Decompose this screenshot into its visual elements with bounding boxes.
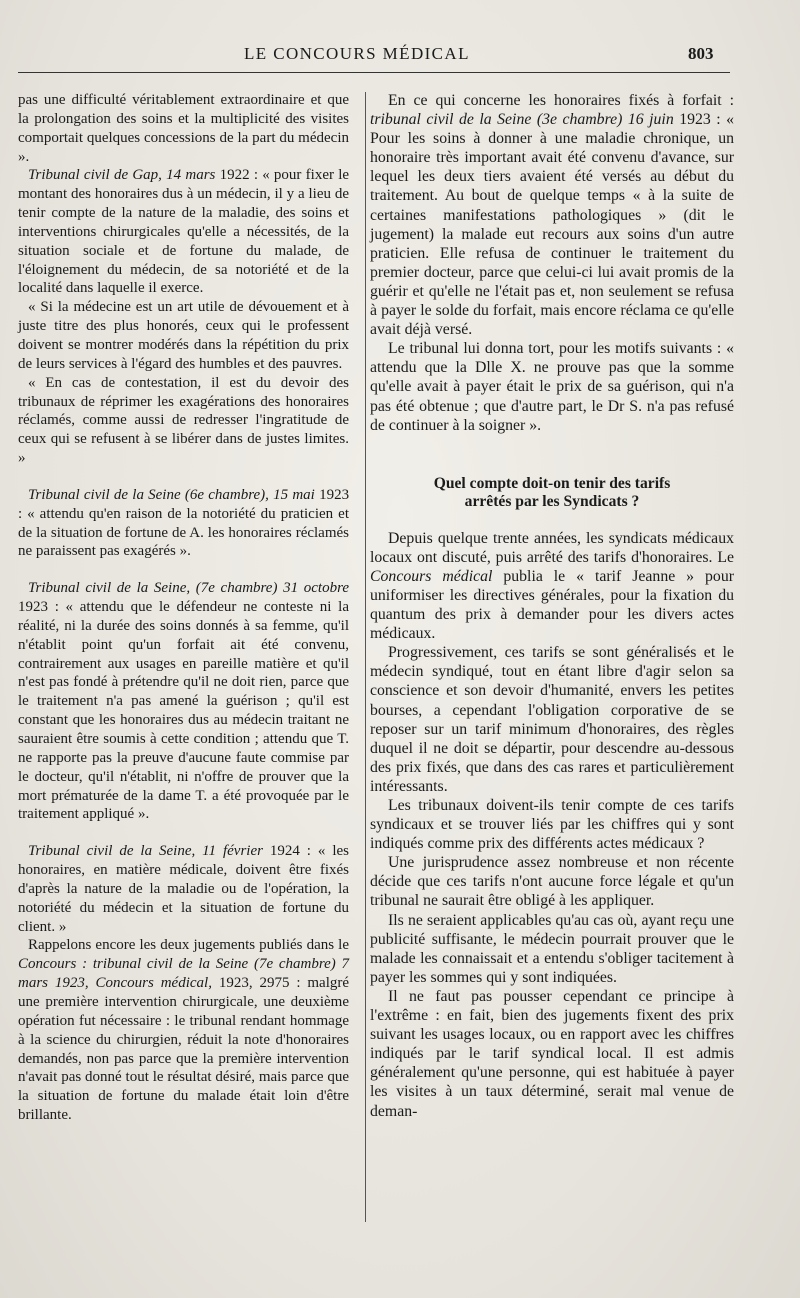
- paragraph-text: Les tribunaux doivent-ils tenir compte de ces tarifs syndicaux et se trouver liés par les chiffres qui y sont indiqués comme prix des différents actes médicaux ?: [370, 797, 734, 853]
- ruling-date: 11 février: [202, 843, 263, 860]
- chamber: (7e chambre) 7 mars 1923,: [18, 956, 349, 992]
- paragraph-text: « Si la médecine est un art utile de dévouement et à juste titre des plus honorés, ceux qui le professent doivent se montrer modérés dans la répétition du prix de leurs services à l'égard des humbles et des pauvres.: [18, 299, 349, 372]
- paragraph-text: « En cas de contestation, il est du devoir des tribunaux de réprimer les exagérations des honoraires réclamés, comme aussi de redresser l'ingratitude de ceux qui se refusent à se libérer dans de justes limites. »: [18, 374, 349, 467]
- paragraph-text: pas une difficulté véritablement extraordinaire et que la prolongation des soins et la multiplicité des visites comportait quelques concessions de la part du médecin ».: [18, 92, 349, 165]
- paragraph-text: 1923, 2975 : malgré une première intervention chirurgicale, une deuxième opération fut nécessaire : le tribunal rendant hommage à la science du chirurgien, réduit la note d'honoraires demandés, non pas parce que la première intervention n'avait pas donné tout le résultat désiré, mais parce que la situation de fortune du malade était loin d'être brillante.: [18, 975, 350, 1124]
- paragraph-text: Il ne faut pas pousser cependant ce principe à l'extrême : en fait, bien des jugements fixent des prix suivant les usages locaux, ou en rapport avec les chiffres indiqués par le tarif syndical local. Il est admis généralement qu'une personne, qui est habituée à payer les visites à un taux déterminé, serait mal venue de deman-: [370, 987, 734, 1120]
- header-rule: [18, 72, 730, 73]
- journal-reference: Concours médical,: [95, 975, 212, 992]
- journal-title: LE CONCOURS MÉDICAL: [244, 44, 470, 63]
- chamber: (6e chambre),: [184, 486, 269, 503]
- paragraph-text: publia le « tarif Jeanne » pour uniformiser les directives générales, pour la fixation du quantum des prix à demander pour les divers actes médicaux.: [370, 567, 734, 643]
- paragraph: [18, 91, 349, 166]
- paragraph-text: En ce qui concerne les honoraires fixés à forfait :: [388, 92, 734, 109]
- page-header: [0, 44, 800, 70]
- paragraph: [370, 911, 734, 987]
- paragraph: [18, 298, 349, 373]
- paragraph-rappelons: [18, 936, 349, 1124]
- paragraph: [370, 796, 734, 853]
- chamber: (3e chambre): [536, 111, 623, 129]
- paragraph-text: Progressivement, ces tarifs se sont généralisés et le médecin syndiqué, tout en étant libre d'agir selon sa conscience et son devoir d'humanité, envers les petites bourses, a cependant l'obligation corporative de se reposer sur un tarif minimum d'honoraires, des règles duquel il ne doit se départir, pour descendre au-dessous des prix fixés, que dans des cas rares et particulièrement intéressants.: [370, 644, 734, 795]
- court-name: tribunal civil de la Seine: [370, 111, 532, 129]
- section-heading: [370, 475, 734, 511]
- paragraph-text: 1924 : « les honoraires, en matière médicale, doivent être fixés d'après la nature de la maladie ou de l'opération, la notoriété du médecin et la situation de fortune du client. »: [18, 843, 349, 935]
- court-name: Tribunal civil de Gap,: [28, 167, 162, 184]
- paragraph-text: Une jurisprudence assez nombreuse et non récente décide que ces tarifs n'ont aucune force légale et qu'un tribunal ne saurait être obligé à les appliquer.: [370, 854, 734, 910]
- paragraph: [370, 339, 734, 434]
- paragraph-text: 1923 : « attendu que le défendeur ne conteste ni la réalité, ni la durée des soins donnés à sa femme, qu'il n'établit point qu'un forfait ait été convenu, contrairement aux usages en pareille matière et qu'il n'est pas fondé à prétendre qu'il ne doit rien, parce que le traitement n'a pas amené la guérison ; qu'il est constant que les honoraires dus au médecin traitant ne sauraient être soumis à cette condition ; attendu que T. ne rapporte pas la preuve d'aucune faute commise par le docteur, qu'il n'établit, ni n'offre de prouver que la mort prématurée de la dame T. a été provoquée par le traitement appliqué ».: [18, 599, 349, 823]
- paragraph: [370, 853, 734, 910]
- paragraph-forfait: [370, 91, 734, 339]
- paragraph-seine-1923-mai: [18, 486, 349, 561]
- column-divider: [365, 92, 366, 1222]
- paragraph: [370, 529, 734, 644]
- right-column: [370, 91, 734, 1121]
- paragraph-text: Le tribunal lui donna tort, pour les motifs suivants : « attendu que la Dlle X. ne prouve pas que la somme qu'elle avait à payer était le prix de sa guérison, qui n'a pas été obtenue ; que d'autre part, le Dr S. n'a pas refusé de continuer à la soigner ».: [370, 340, 734, 434]
- left-column: [18, 91, 349, 1125]
- paragraph: [370, 643, 734, 796]
- ruling-date: 31 octobre: [283, 580, 350, 597]
- court-name: Tribunal civil de la Seine: [28, 486, 181, 503]
- page-number: 803: [688, 44, 714, 63]
- section-heading-line: arrêtés par les Syndicats ?: [464, 492, 640, 510]
- court-name: tribunal civil de la Seine: [92, 956, 249, 973]
- paragraph-text: Depuis quelque trente années, les syndicats médicaux locaux ont discuté, puis arrêté des tarifs d'honoraires. Le: [370, 529, 734, 566]
- journal-reference: Concours :: [18, 956, 88, 973]
- chamber: (7e chambre): [195, 580, 278, 597]
- paragraph-text: 1923 : « Pour les soins à donner à une maladie chronique, un honoraire très important avait été convenu d'avance, sur lequel les deux tiers avaient été versés au début du traitement. Au bout de quelque temps « à la suite de certaines manifestations pathologiques » (dit le jugement) la malade eut recours aux soins d'un autre praticien. Elle refusa de continuer le traitement du premier docteur, parce que celui-ci lui avait promis de la guérir et qu'elle ne l'était pas et, non seulement se refusa à payer le solde du forfait, mais encore réclama ce qu'elle avait déjà versé.: [370, 111, 735, 339]
- ruling-date: 14 mars: [166, 167, 216, 184]
- ruling-date: 15 mai: [273, 486, 315, 503]
- section-heading-line: Quel compte doit-on tenir des tarifs: [433, 474, 671, 492]
- paragraph: [370, 987, 734, 1121]
- paragraph-seine-1924: [18, 842, 349, 936]
- ruling-date: 16 juin: [627, 111, 674, 129]
- journal-reference: Concours médical: [370, 567, 493, 585]
- paragraph-seine-1923-octobre: [18, 579, 349, 824]
- paragraph: [18, 374, 349, 468]
- court-name: Tribunal civil de la Seine,: [28, 580, 191, 597]
- court-name: Tribunal civil de la Seine,: [28, 843, 196, 860]
- paragraph-text: Ils ne seraient applicables qu'au cas où, ayant reçu une publicité suffisante, le médecin pourrait prouver que le malade les connaissait et a entendu s'obliger tacitement à payer les sommes qui y sont indiquées.: [370, 911, 734, 986]
- paragraph-gap-ruling: [18, 166, 349, 298]
- paragraph-text: 1923 : « attendu qu'en raison de la notoriété du praticien et de la situation de fortune de A. les honoraires réclamés ne paraissent pas exagérés ».: [18, 486, 350, 560]
- paragraph-text: Rappelons encore les deux jugements publiés dans le: [28, 937, 349, 954]
- paragraph-text: 1922 : « pour fixer le montant des honoraires dus à un médecin, il y a lieu de tenir compte de la nature de la maladie, des soins et interventions chirurgicales qu'elle a nécessités, de la situation sociale et de fortune du malade, de l'éloignement du médecin, de sa notoriété et de la localité dans laquelle il exerce.: [18, 167, 350, 297]
